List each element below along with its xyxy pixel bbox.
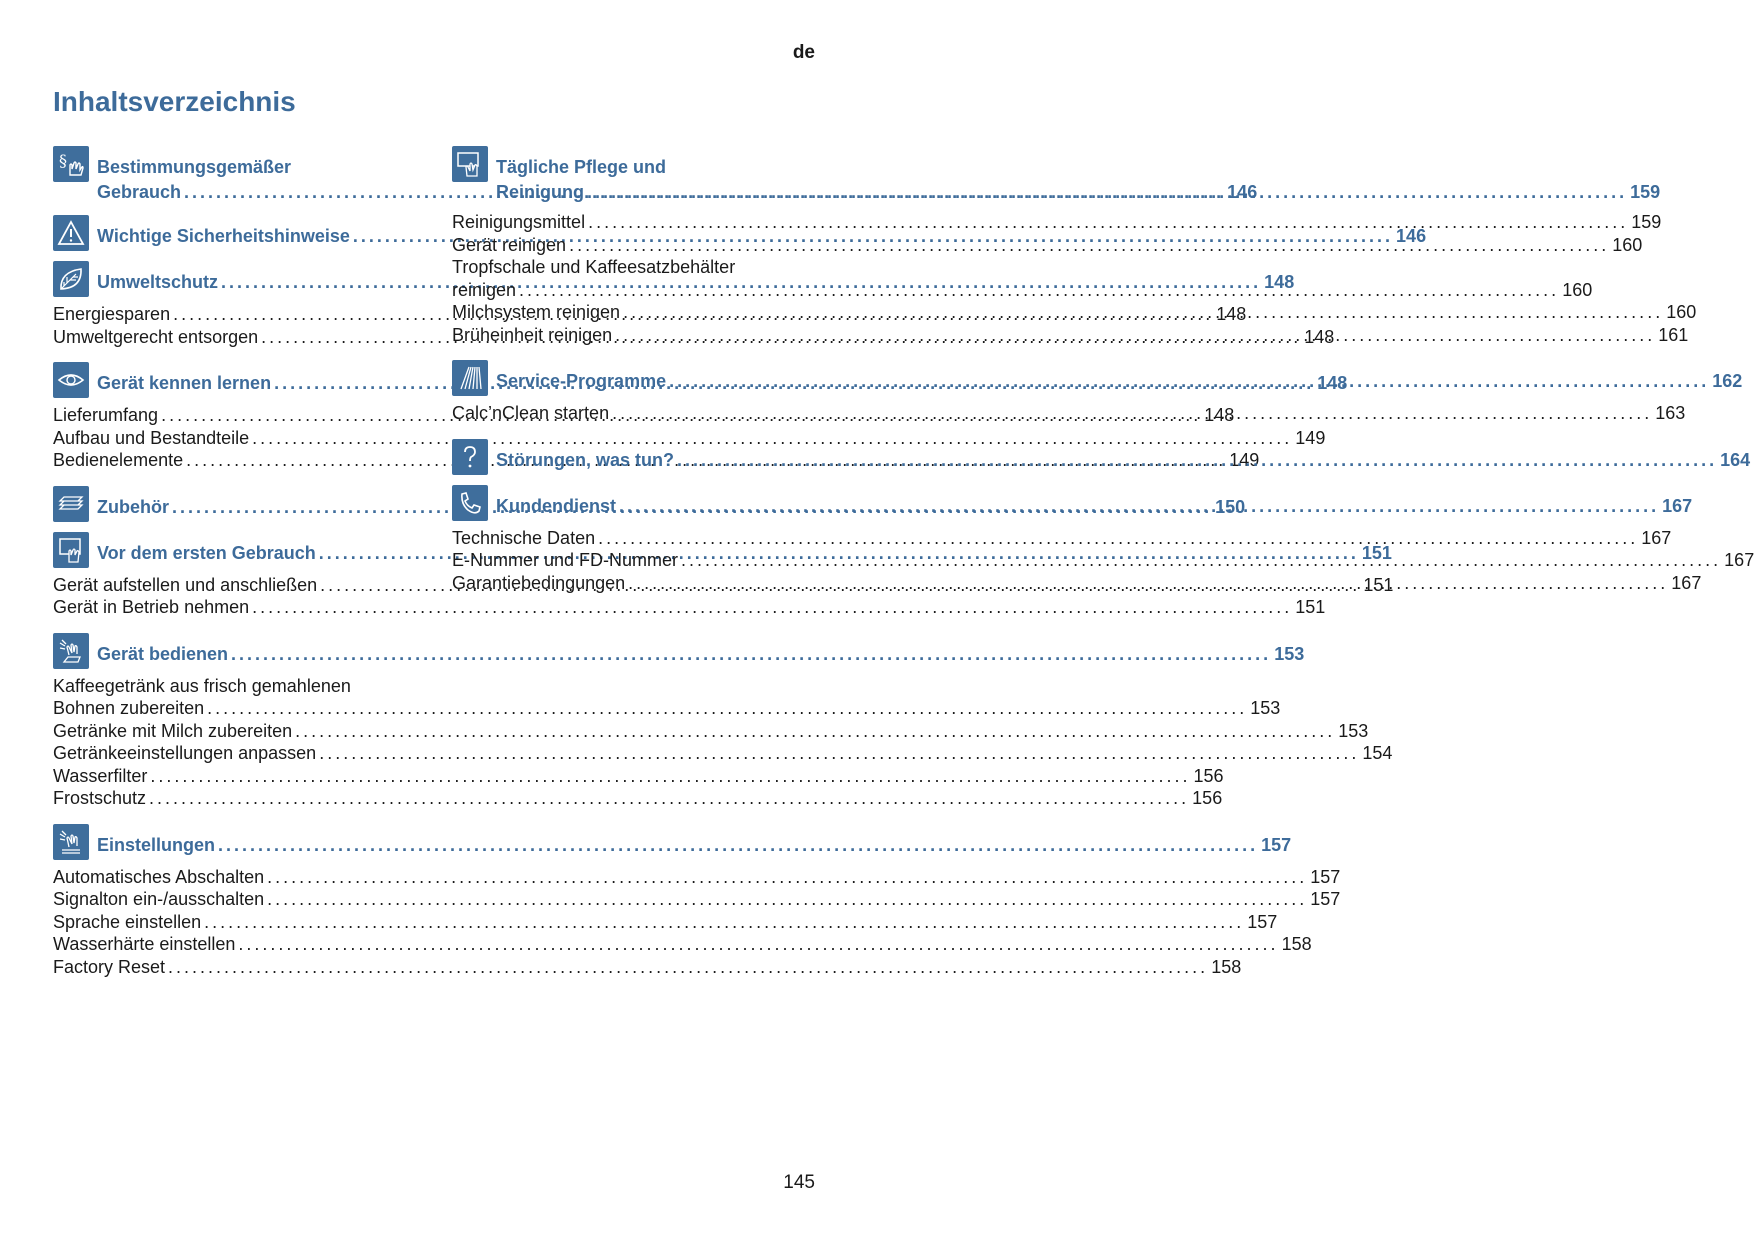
toc-entry-page: 157 [1310,889,1341,909]
toc-entry[interactable] [53,596,1326,619]
toc-section-title-line1: Tägliche Pflege und [496,157,667,177]
toc-entry[interactable] [53,765,1224,788]
toc-entry[interactable] [452,527,1672,550]
toc-entry[interactable] [452,256,815,279]
toc-section-title-page: 150 [1215,496,1246,517]
toc-entry-page: 157 [1310,866,1341,887]
first-use-icon [53,532,89,568]
toc-section-title-dots [218,833,1258,858]
toc-section-title-dots [587,180,1627,205]
toc-entry-leader [452,527,1672,550]
toc-section-title-label: Gerät bedienen [97,643,229,664]
service-program-icon [452,360,488,396]
toc-section-title-label: Einstellungen [97,834,216,855]
page-title: Inhaltsverzeichnis [53,86,296,117]
toc-entry-page: 149 [1229,450,1260,470]
toc-entry-page: 151 [1363,574,1394,595]
toc-entry-dots [295,720,1335,743]
toc-entry-dots [204,911,1244,934]
toc-section-title-leader [496,369,1742,394]
toc-entry-page: 149 [1295,427,1326,448]
toc-entry[interactable] [53,427,1326,450]
toc-entry-page: 159 [1631,212,1662,232]
section-hand-icon [53,146,89,182]
toc-entry-page: 148 [1304,326,1335,347]
toc-entry-dots [168,956,1208,979]
toc-entry[interactable] [53,675,416,698]
page-number: 145 [783,1172,815,1193]
toc-entry-label: Technische Daten [452,527,596,548]
toc-section-title-page: 146 [1396,226,1427,246]
leaf-icon [53,261,89,297]
toc-section-title-dots [669,369,1709,394]
toc-entry-dots [319,742,1359,765]
toc-entry-page: 160 [1612,234,1643,255]
toc-entry-leader [53,933,1312,956]
toc-section-title-page: 153 [1274,643,1305,664]
phone-icon [452,485,488,521]
toc-entry-page: 153 [1338,720,1369,741]
toc-entry-page: 156 [1193,765,1224,786]
toc-entry[interactable] [53,911,1278,934]
toc-entry-dots [681,549,1721,572]
toc-section-title-label: Kundendienst [496,495,616,516]
toc-entry-dots [267,866,1307,889]
toc-entry-page: 167 [1671,572,1702,593]
toc-entry-label: Getränke mit Milch zubereiten [53,720,293,741]
toc-entry-page: 148 [1204,405,1235,425]
toc-entry-label: Umweltgerecht entsorgen [53,326,259,347]
toc-entry-page: 148 [1216,304,1247,324]
toc-entry-leader [53,720,1369,743]
toc-entry[interactable] [53,866,1341,889]
toc-section-title-page: 162 [1712,371,1743,391]
toc-entry-leader [53,888,1341,911]
warning-triangle-icon [53,215,89,251]
toc-entry-label: Getränkeeinstellungen anpassen [53,743,317,763]
toc-entry-leader [53,866,1341,889]
toc-entry-label: Aufbau und Bestandteile [53,427,250,448]
toc-section-title-page: 159 [1630,182,1661,202]
toc-entry-leader [53,427,1326,450]
toc-entry-label: Bohnen zubereiten [53,698,205,718]
toc-entry-leader [53,787,1223,810]
toc-entry-dots [588,211,1628,234]
toc-entry-leader [53,596,1326,619]
toc-entry-label: reinigen [452,279,517,300]
toc-entry-dots [569,234,1609,257]
toc-section-title-page: 148 [1317,373,1348,393]
toc-section-title-leader [496,448,1750,473]
toc-entry-page: 157 [1247,911,1278,932]
toc-section-title [97,824,1291,858]
toc-section-title-label: Reinigung [496,182,584,202]
toc-entry-page: 151 [1295,597,1326,617]
toc-section-title-label: Wichtige Sicherheitshinweise [97,226,350,246]
accessories-icon [53,486,89,522]
toc-entry-page: 158 [1281,934,1312,954]
toc-entry[interactable] [53,720,1369,743]
toc-entry-page: 156 [1192,788,1223,808]
toc-section-title [496,439,1750,473]
toc-section-title-label: Störungen, was tun? [496,449,674,470]
toc-entry-label: Wasserhärte einstellen [53,934,236,954]
toc-section-title-label: Service-Programme [496,371,667,391]
toc-entry-label: Frostschutz [53,788,147,808]
toc-section-title-label: Zubehör [97,496,169,517]
toc-entry[interactable] [53,888,1341,911]
toc-section-title-page: 148 [1264,272,1295,292]
toc-entry-leader [53,742,1393,765]
toc-entry-dots [623,301,1663,324]
toc-entry[interactable] [53,742,1393,765]
toc-entry-label: Factory Reset [53,956,166,977]
toc-section-heading[interactable] [53,633,1305,669]
toc-entry-leader [53,911,1278,934]
toc-entry-dots [267,888,1307,911]
toc-section-title-leader [97,642,1304,667]
toc-section-title-label: Vor dem ersten Gebrauch [97,542,316,563]
toc-entry-label: Gerät in Betrieb nehmen [53,597,250,617]
toc-entry-text: Kaffeegetränk aus frisch gemahlenen [53,675,351,696]
toc-section-title [496,360,1742,394]
toc-section-title-page: 151 [1361,542,1392,563]
toc-entry[interactable] [53,787,1223,810]
toc-section-title-dots [619,494,1659,519]
toc-entry-page: 160 [1666,302,1697,322]
toc-section-title-dots [231,642,1271,667]
toc-section-title-line1: Bestimmungsgemäßer [97,157,292,177]
toc-entry-leader [53,956,1242,979]
toc-entry-label: Energiesparen [53,304,171,324]
toc-section-title [496,146,1660,205]
toc-entry-dots [615,324,1655,347]
toc-entry-label: Brüheinheit reinigen [452,324,613,345]
toc-section [53,824,1341,979]
toc-entry-page: 161 [1658,324,1689,345]
toc-section-title [496,485,1692,519]
toc-section-title-dots [677,448,1717,473]
toc-entry-page: 163 [1655,403,1686,423]
toc-entry-dots [238,933,1278,956]
toc-entry[interactable] [53,933,1312,956]
toc-entry-dots [598,527,1638,550]
toc-entry-label: Wasserfilter [53,765,148,786]
svg-text:§: § [59,151,67,170]
toc-entry[interactable] [53,956,1242,979]
toc-entry-dots [612,402,1652,425]
toc-entry-dots [207,697,1247,720]
toc-entry-dots [519,279,1559,302]
toc-section-title-page: 164 [1720,449,1751,470]
toc-entry-label: Bedienelemente [53,450,184,470]
toc-entry-label: Milchsystem reinigen [452,302,621,322]
toc-section-title-page: 167 [1662,495,1693,516]
toc-entry-leader [53,697,1281,720]
toc-entry-leader [53,765,1224,788]
toc-section-title-leader [496,180,1660,205]
toc-entry-leader [452,211,1662,234]
toc-entry-page: 167 [1641,527,1672,548]
toc-section-title-page: 157 [1261,834,1292,855]
cleaning-icon [452,146,488,182]
toc-entry-list [53,675,1393,810]
language-code: de [792,42,815,63]
toc-entry-label: Gerät aufstellen und anschließen [53,574,318,595]
toc-section [53,633,1393,810]
settings-hand-icon [53,824,89,860]
operate-hand-icon [53,633,89,669]
toc-entry-dots [149,787,1189,810]
toc-entry-list [53,866,1341,979]
toc-entry-page: 160 [1562,279,1593,300]
toc-entry-label: Gerät reinigen [452,234,567,255]
toc-entry-text: Tropfschale und Kaffeesatzbehälter [452,257,736,277]
toc-entry-dots [150,765,1190,788]
eye-icon [53,362,89,398]
toc-section-title-label: Gerät kennen lernen [97,373,272,393]
toc-entry-page: 158 [1211,956,1242,977]
question-icon [452,439,488,475]
toc-section-heading[interactable] [53,824,1292,860]
toc-entry-label: Sprache einstellen [53,911,202,932]
toc-entry-label: Reinigungsmittel [452,212,586,232]
toc-section-title [97,633,1304,667]
toc-entry-page: 154 [1362,743,1393,763]
toc-section-title-page: 146 [1227,182,1258,202]
toc-entry-page: 153 [1250,698,1281,718]
toc-entry-page: 167 [1724,550,1754,570]
toc-entry-label: Garantiebedingungen [452,572,626,593]
toc-section-title-leader [97,833,1291,858]
toc-section-title-label: Umweltschutz [97,272,219,292]
toc-entry-label: Calc’nClean starten [452,403,610,423]
toc-entry-label: Automatisches Abschalten [53,866,265,887]
toc-entry[interactable] [452,211,1662,234]
toc-entry-label: Lieferumfang [53,405,159,425]
toc-entry[interactable] [53,697,1281,720]
toc-section-title-label: Gebrauch [97,182,182,202]
toc-entry-dots [628,572,1668,595]
toc-entry-label: Signalton ein-/ausschalten [53,889,265,909]
toc-entry-label: E-Nummer und FD-Nummer [452,550,679,570]
toc-section-title-leader [496,494,1692,519]
